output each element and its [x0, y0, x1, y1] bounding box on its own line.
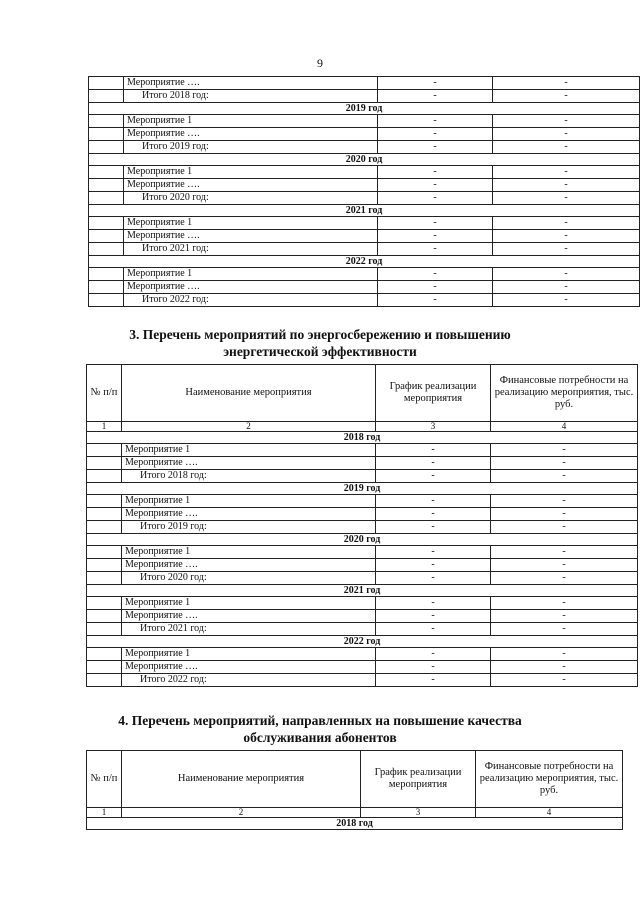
row-schedule: - — [376, 546, 491, 559]
header-num: № п/п — [87, 365, 122, 422]
year-row — [87, 585, 638, 597]
table-total-row — [89, 90, 640, 103]
table-row — [89, 115, 640, 128]
row-name: Мероприятие 1 — [122, 648, 376, 661]
row-finance: - — [493, 281, 640, 294]
row-name: Итого 2020 год: — [124, 192, 378, 205]
header-schedule: График реализации мероприятия — [376, 365, 491, 422]
row-finance: - — [491, 648, 638, 661]
year-label: 2022 год — [89, 256, 640, 268]
row-finance: - — [493, 115, 640, 128]
row-finance: - — [491, 559, 638, 572]
year-label: 2019 год — [89, 103, 640, 115]
row-num — [87, 661, 122, 674]
row-finance: - — [493, 268, 640, 281]
header-name: Наименование мероприятия — [122, 751, 361, 808]
table-row — [87, 508, 638, 521]
row-name: Итого 2018 год: — [124, 90, 378, 103]
row-num — [89, 115, 124, 128]
row-name: Мероприятие …. — [124, 77, 378, 90]
row-finance: - — [491, 661, 638, 674]
column-index: 4 — [491, 422, 638, 432]
row-name: Мероприятие …. — [122, 661, 376, 674]
column-index: 3 — [361, 808, 476, 818]
row-schedule: - — [376, 559, 491, 572]
year-label: 2021 год — [89, 205, 640, 217]
row-num — [89, 230, 124, 243]
row-schedule: - — [376, 674, 491, 687]
section-4-title: 4. Перечень мероприятий, направленных на повышение качества обслуживания абонентов — [118, 713, 522, 745]
row-num — [87, 623, 122, 636]
row-schedule: - — [376, 572, 491, 585]
table-total-row — [87, 623, 638, 636]
header-num: № п/п — [87, 751, 122, 808]
table-row — [89, 166, 640, 179]
row-schedule: - — [376, 495, 491, 508]
table-section-4 — [86, 750, 623, 830]
row-name: Мероприятие 1 — [122, 444, 376, 457]
row-num — [89, 217, 124, 230]
row-schedule: - — [378, 166, 493, 179]
year-row — [89, 103, 640, 115]
table-row — [87, 546, 638, 559]
row-finance: - — [491, 674, 638, 687]
year-label: 2018 год — [87, 432, 638, 444]
table-row — [89, 281, 640, 294]
row-schedule: - — [376, 444, 491, 457]
row-schedule: - — [376, 661, 491, 674]
table-row — [89, 77, 640, 90]
row-name: Мероприятие 1 — [124, 166, 378, 179]
year-row — [89, 205, 640, 217]
table-row — [87, 661, 638, 674]
table-total-row — [87, 674, 638, 687]
row-name: Итого 2022 год: — [124, 294, 378, 307]
table-header-row — [87, 751, 623, 808]
row-schedule: - — [378, 268, 493, 281]
row-schedule: - — [376, 623, 491, 636]
row-num — [87, 444, 122, 457]
row-num — [87, 648, 122, 661]
row-name: Мероприятие 1 — [122, 597, 376, 610]
column-index: 3 — [376, 422, 491, 432]
year-row — [87, 818, 623, 830]
row-name: Итого 2019 год: — [124, 141, 378, 154]
row-finance: - — [493, 166, 640, 179]
row-num — [87, 572, 122, 585]
row-schedule: - — [376, 648, 491, 661]
row-num — [89, 77, 124, 90]
column-index: 1 — [87, 808, 122, 818]
row-num — [87, 521, 122, 534]
table-row — [87, 559, 638, 572]
row-name: Мероприятие …. — [122, 559, 376, 572]
row-finance: - — [491, 597, 638, 610]
row-schedule: - — [376, 610, 491, 623]
year-label: 2021 год — [87, 585, 638, 597]
table-row — [87, 495, 638, 508]
table-total-row — [87, 521, 638, 534]
row-num — [89, 192, 124, 205]
table-total-row — [87, 470, 638, 483]
row-finance: - — [493, 77, 640, 90]
row-finance: - — [493, 217, 640, 230]
row-num — [89, 90, 124, 103]
row-name: Мероприятие 1 — [122, 495, 376, 508]
row-name: Мероприятие 1 — [124, 115, 378, 128]
row-schedule: - — [378, 294, 493, 307]
row-name: Мероприятие …. — [124, 281, 378, 294]
row-schedule: - — [378, 230, 493, 243]
year-label: 2020 год — [89, 154, 640, 166]
row-finance: - — [493, 192, 640, 205]
row-name: Итого 2019 год: — [122, 521, 376, 534]
column-index-row — [87, 422, 638, 432]
year-row — [87, 534, 638, 546]
row-name: Мероприятие …. — [122, 508, 376, 521]
row-finance: - — [493, 141, 640, 154]
row-schedule: - — [378, 141, 493, 154]
year-row — [89, 154, 640, 166]
row-num — [87, 674, 122, 687]
table-row — [89, 268, 640, 281]
row-num — [87, 457, 122, 470]
row-finance: - — [491, 546, 638, 559]
year-label: 2019 год — [87, 483, 638, 495]
row-schedule: - — [378, 90, 493, 103]
row-num — [89, 179, 124, 192]
header-schedule: График реализации мероприятия — [361, 751, 476, 808]
page-number: 9 — [317, 56, 323, 70]
table-row — [87, 648, 638, 661]
row-finance: - — [491, 457, 638, 470]
header-finance: Финансовые потребности на реализацию мероприятия, тыс. руб. — [491, 365, 638, 422]
table-total-row — [87, 572, 638, 585]
row-schedule: - — [378, 281, 493, 294]
row-name: Итого 2018 год: — [122, 470, 376, 483]
table-total-row — [89, 192, 640, 205]
row-schedule: - — [376, 597, 491, 610]
table-row — [89, 230, 640, 243]
row-finance: - — [491, 470, 638, 483]
year-label: 2022 год — [87, 636, 638, 648]
row-name: Итого 2021 год: — [122, 623, 376, 636]
table-row — [89, 179, 640, 192]
row-name: Мероприятие 1 — [122, 546, 376, 559]
row-num — [87, 597, 122, 610]
row-num — [89, 166, 124, 179]
year-row — [87, 483, 638, 495]
year-label: 2020 год — [87, 534, 638, 546]
row-name: Мероприятие 1 — [124, 268, 378, 281]
table-row — [87, 597, 638, 610]
row-schedule: - — [376, 470, 491, 483]
row-schedule: - — [378, 128, 493, 141]
row-schedule: - — [378, 179, 493, 192]
column-index: 2 — [122, 808, 361, 818]
row-schedule: - — [378, 243, 493, 256]
table-row — [87, 444, 638, 457]
row-schedule: - — [378, 192, 493, 205]
row-name: Мероприятие …. — [122, 610, 376, 623]
row-num — [87, 559, 122, 572]
column-index: 2 — [122, 422, 376, 432]
table-total-row — [89, 243, 640, 256]
row-name: Мероприятие …. — [122, 457, 376, 470]
table-section-3 — [86, 364, 638, 687]
row-finance: - — [491, 623, 638, 636]
row-schedule: - — [376, 508, 491, 521]
table-row — [89, 217, 640, 230]
column-index-row — [87, 808, 623, 818]
table-row — [89, 128, 640, 141]
row-name: Мероприятие …. — [124, 230, 378, 243]
row-num — [89, 141, 124, 154]
row-finance: - — [491, 572, 638, 585]
row-name: Мероприятие 1 — [124, 217, 378, 230]
row-finance: - — [493, 294, 640, 307]
row-num — [89, 128, 124, 141]
column-index: 1 — [87, 422, 122, 432]
row-finance: - — [493, 128, 640, 141]
row-finance: - — [493, 179, 640, 192]
row-schedule: - — [378, 217, 493, 230]
row-finance: - — [491, 521, 638, 534]
row-schedule: - — [376, 457, 491, 470]
column-index: 4 — [476, 808, 623, 818]
year-row — [89, 256, 640, 268]
row-num — [87, 508, 122, 521]
row-name: Итого 2021 год: — [124, 243, 378, 256]
header-finance: Финансовые потребности на реализацию мероприятия, тыс. руб. — [476, 751, 623, 808]
row-name: Итого 2020 год: — [122, 572, 376, 585]
row-finance: - — [493, 90, 640, 103]
row-schedule: - — [376, 521, 491, 534]
header-name: Наименование мероприятия — [122, 365, 376, 422]
row-num — [89, 268, 124, 281]
row-num — [87, 610, 122, 623]
row-num — [89, 281, 124, 294]
row-finance: - — [491, 508, 638, 521]
row-name: Мероприятие …. — [124, 128, 378, 141]
table-row — [87, 610, 638, 623]
row-num — [87, 495, 122, 508]
year-row — [87, 636, 638, 648]
table-row — [87, 457, 638, 470]
row-finance: - — [491, 610, 638, 623]
table-header-row — [87, 365, 638, 422]
row-num — [87, 470, 122, 483]
row-name: Итого 2022 год: — [122, 674, 376, 687]
table-total-row — [89, 141, 640, 154]
year-row — [87, 432, 638, 444]
section-3-title: 3. Перечень мероприятий по энергосбережению и повышению энергетической эффективности — [129, 327, 511, 359]
row-finance: - — [491, 495, 638, 508]
row-name: Мероприятие …. — [124, 179, 378, 192]
row-schedule: - — [378, 115, 493, 128]
table-section-2-continued — [88, 76, 640, 307]
table-total-row — [89, 294, 640, 307]
row-finance: - — [493, 230, 640, 243]
row-num — [89, 294, 124, 307]
row-finance: - — [491, 444, 638, 457]
row-finance: - — [493, 243, 640, 256]
year-label: 2018 год — [87, 818, 623, 830]
row-num — [87, 546, 122, 559]
row-schedule: - — [378, 77, 493, 90]
row-num — [89, 243, 124, 256]
